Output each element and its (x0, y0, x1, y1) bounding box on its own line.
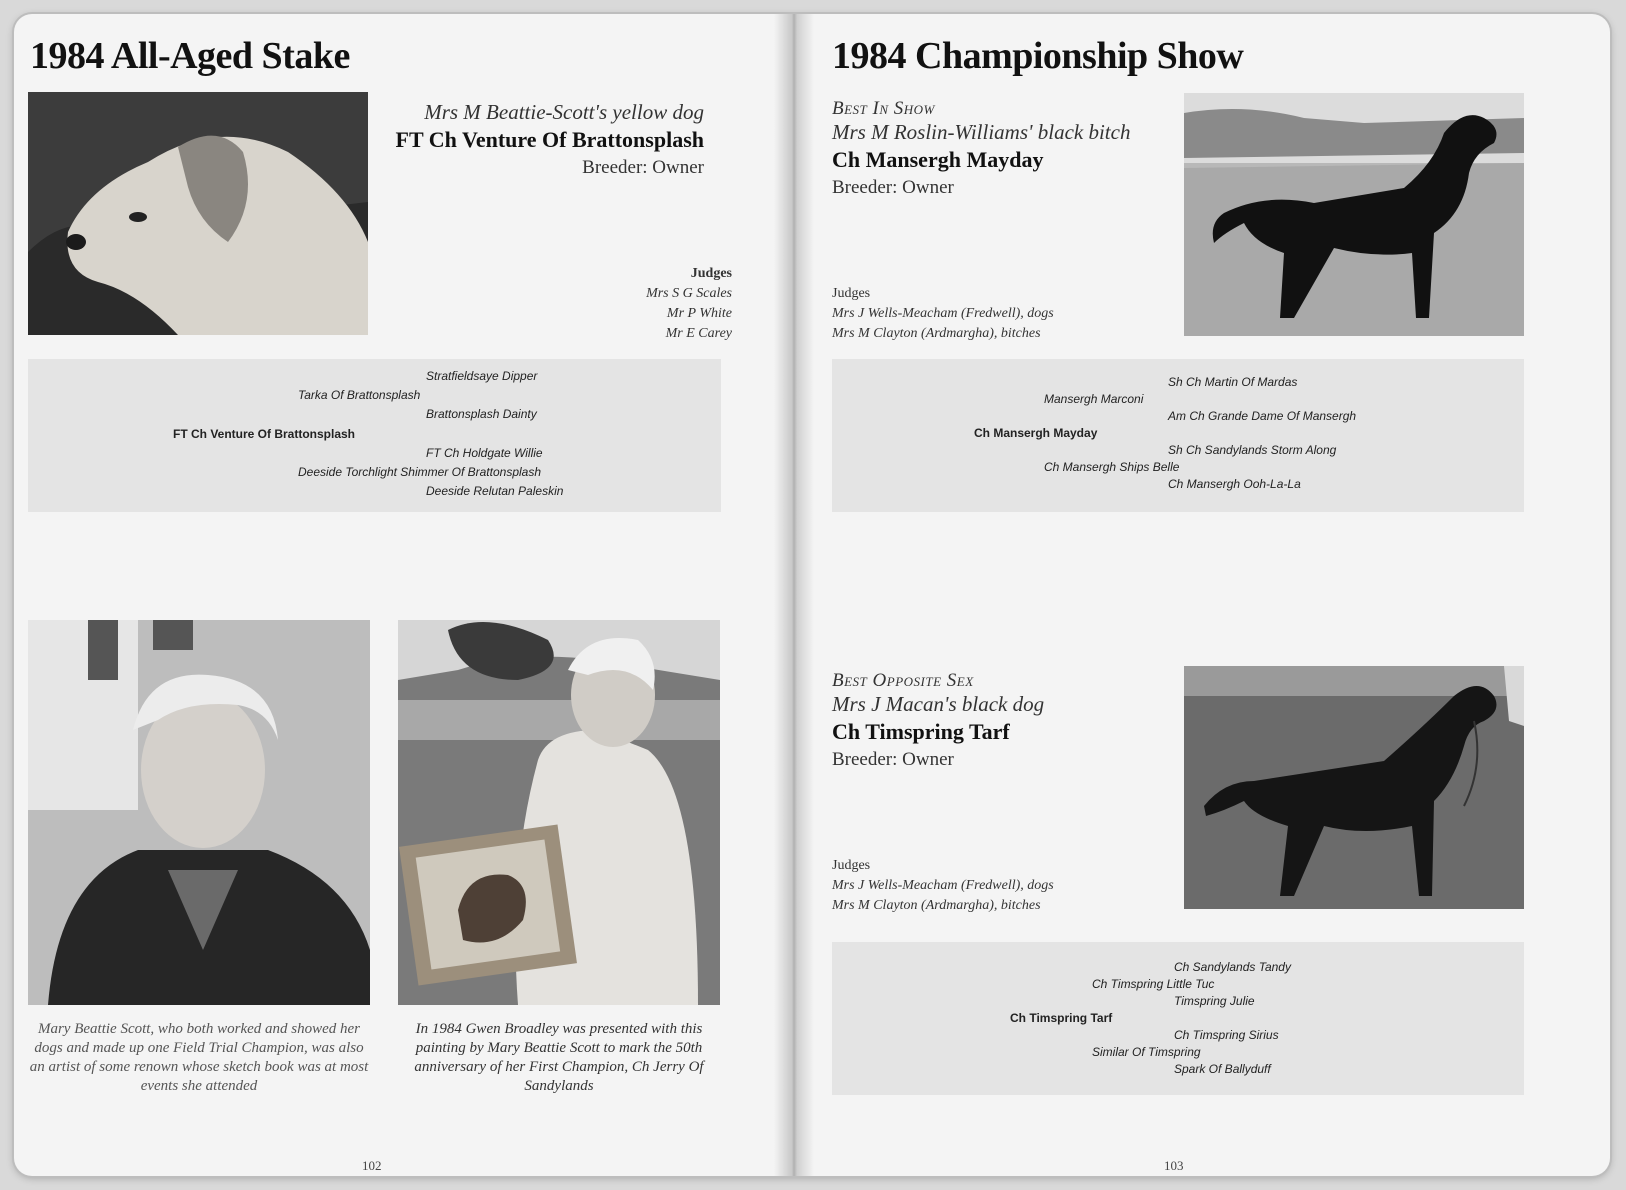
pedigree-dam-dam: Spark Of Ballyduff (1174, 1062, 1271, 1076)
pedigree-sire: Ch Timspring Little Tuc (1092, 977, 1215, 991)
pedigree-sire-dam: Brattonsplash Dainty (426, 407, 537, 421)
pedigree-sire-dam: Timspring Julie (1174, 994, 1255, 1008)
best-opposite-sex-dog-name: Ch Timspring Tarf (832, 719, 1010, 744)
pedigree-sire: Tarka Of Brattonsplash (298, 388, 421, 402)
best-opposite-sex-award: Best Opposite Sex (832, 670, 974, 691)
pedigree-dam-sire: FT Ch Holdgate Willie (426, 446, 543, 460)
pedigree-dam: Ch Mansergh Ships Belle (1044, 460, 1180, 474)
best-in-show-pedigree-table (832, 359, 1524, 512)
winner-breeder: Breeder: Owner (582, 157, 704, 178)
pedigree-dam-dam: Ch Mansergh Ooh-La-La (1168, 477, 1301, 491)
best-opposite-sex-owner: Mrs J Macan's black dog (832, 692, 1045, 716)
pedigree-dam-sire: Ch Timspring Sirius (1174, 1028, 1279, 1042)
judge-name: Mrs S G Scales (646, 286, 732, 301)
best-in-show-award: Best In Show (832, 98, 935, 119)
portrait-caption: Mary Beattie Scott, who both worked and showed her dogs and made up one Field Trial Champion, was also an artist of some renown whose sketch book was at most events she attended (29, 1021, 369, 1094)
stake-pedigree-table (28, 359, 721, 512)
best-in-show-entry (832, 98, 1130, 199)
pedigree-sire-sire: Stratfieldsaye Dipper (426, 369, 538, 383)
judges-heading: Judges (690, 266, 732, 281)
pedigree-dam-sire: Sh Ch Sandylands Storm Along (1168, 443, 1337, 457)
mary-beattie-scott-portrait-photo (28, 620, 370, 1005)
pedigree-subject: FT Ch Venture Of Brattonsplash (173, 427, 356, 441)
best-in-show-owner: Mrs M Roslin-Williams' black bitch (832, 120, 1131, 144)
pedigree-sire-sire: Ch Sandylands Tandy (1174, 960, 1291, 974)
painting-caption: In 1984 Gwen Broadley was presented with this painting by Mary Beattie Scott to mark the 50th anniversary of her First Champion, Ch Jerry Of Sandylands (414, 1021, 704, 1094)
page-number-right: 103 (1164, 1158, 1184, 1173)
pedigree-sire: Mansergh Marconi (1044, 392, 1144, 406)
gwen-broadley-painting-photo (398, 620, 720, 1005)
stake-judges (472, 264, 732, 344)
pedigree-dam: Deeside Torchlight Shimmer Of Brattonsplash (298, 465, 541, 479)
yellow-labrador-head-photo (28, 92, 368, 335)
left-page-title: 1984 All-Aged Stake (30, 35, 350, 77)
pedigree-sire-dam: Am Ch Grande Dame Of Mansergh (1168, 409, 1357, 423)
best-opposite-sex-breeder: Breeder: Owner (832, 749, 954, 770)
pedigree-sire-sire: Sh Ch Martin Of Mardas (1168, 375, 1298, 389)
right-page-title: 1984 Championship Show (832, 35, 1244, 77)
best-in-show-judges (832, 284, 1054, 344)
best-in-show-breeder: Breeder: Owner (832, 177, 954, 198)
winner-owner: Mrs M Beattie-Scott's yellow dog (424, 100, 704, 124)
judge-name: Mrs M Clayton (Ardmargha), bitches (832, 898, 1041, 913)
best-opposite-sex-entry (832, 670, 1044, 771)
right-page (814, 14, 1610, 1176)
book-spread (14, 14, 1610, 1176)
judge-name: Mrs J Wells-Meacham (Fredwell), dogs (832, 306, 1054, 321)
pedigree-subject: Ch Timspring Tarf (1010, 1011, 1113, 1025)
judges-heading: Judges (832, 286, 871, 301)
winner-dog-name: FT Ch Venture Of Brattonsplash (395, 127, 704, 152)
pedigree-subject: Ch Mansergh Mayday (974, 426, 1098, 440)
left-page (14, 14, 794, 1176)
judge-name: Mr E Carey (665, 326, 732, 341)
page-number-left: 102 (362, 1158, 382, 1173)
judge-name: Mrs M Clayton (Ardmargha), bitches (832, 326, 1041, 341)
judge-name: Mrs J Wells-Meacham (Fredwell), dogs (832, 878, 1054, 893)
best-opposite-sex-pedigree-table (832, 942, 1524, 1095)
pedigree-dam-dam: Deeside Relutan Paleskin (426, 484, 564, 498)
best-in-show-dog-name: Ch Mansergh Mayday (832, 147, 1044, 172)
black-bitch-standing-photo (1184, 93, 1524, 336)
pedigree-dam: Similar Of Timspring (1092, 1045, 1201, 1059)
stake-winner-entry (396, 100, 704, 179)
judge-name: Mr P White (666, 306, 732, 321)
best-opposite-sex-judges (832, 856, 1054, 916)
black-dog-standing-photo (1184, 666, 1524, 909)
judges-heading: Judges (832, 858, 871, 873)
